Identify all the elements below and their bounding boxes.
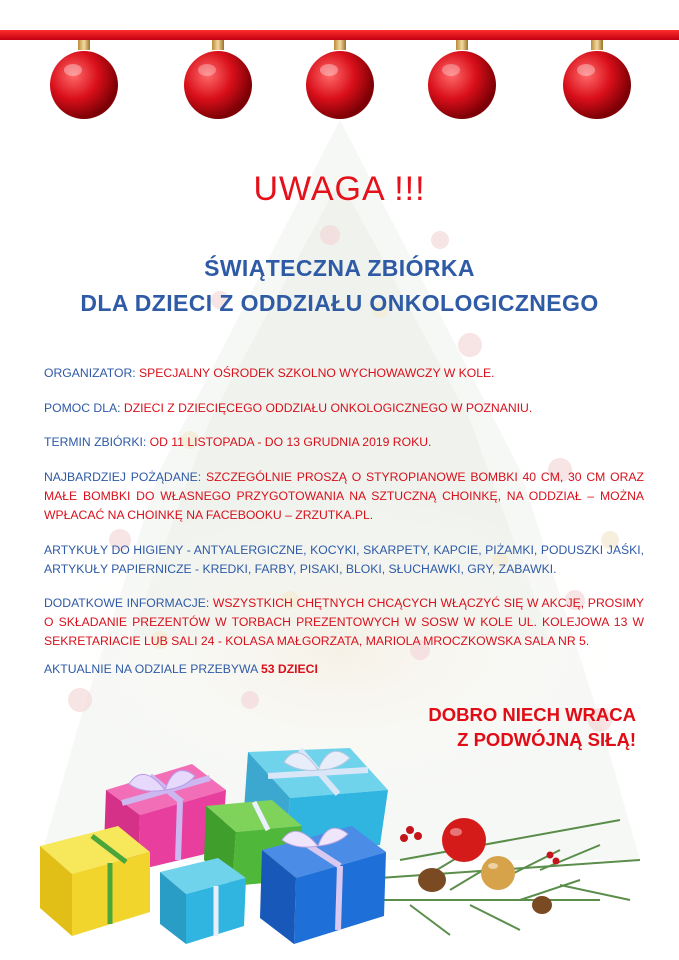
alert-heading: UWAGA !!! xyxy=(253,170,426,208)
wanted-label: NAJBARDZIEJ POŻĄDANE: xyxy=(44,470,202,484)
gift-box-icon xyxy=(40,826,150,936)
organizer-line xyxy=(44,364,644,383)
christmas-ornament-icon xyxy=(306,40,374,119)
christmas-ornament-icon xyxy=(428,40,496,119)
gift-box-icon xyxy=(160,858,246,944)
gifts-illustration xyxy=(0,720,679,960)
wanted-value: SZCZEGÓLNIE PROSZĄ O STYROPIANOWE BOMBKI 40 CM, 30 CM ORAZ MAŁE BOMBKI DO WŁASNEGO PRZYGOTOWANIA NA SZTUCZNĄ CHOINKĘ, NA ODDZIAŁ – MOŻNA WPŁACAĆ NA CHOINKĘ NA FACEBOOKU – ZRZUTKA.PL. xyxy=(44,470,644,522)
ornaments xyxy=(0,0,679,140)
term-label: TERMIN ZBIÓRKI: xyxy=(44,435,147,449)
additional-label: DODATKOWE INFORMACJE: xyxy=(44,596,210,610)
current-label: AKTUALNIE NA ODZIALE PRZEBYWA xyxy=(44,662,258,676)
current-value: 53 DZIECI xyxy=(260,662,318,676)
christmas-ornament-icon xyxy=(50,40,118,119)
term-line xyxy=(44,433,644,452)
additional-paragraph xyxy=(44,594,644,651)
page-subtitle: DLA DZIECI Z ODDZIAŁU ONKOLOGICZNEGO xyxy=(80,290,599,316)
help-for-value: DZIECI Z DZIECIĘCEGO ODDZIAŁU ONKOLOGICZNEGO W POZNANIU. xyxy=(123,401,533,415)
current-line xyxy=(44,660,644,679)
term-value: OD 11 LISTOPADA - DO 13 GRUDNIA 2019 ROKU. xyxy=(149,435,432,449)
help-for-line xyxy=(44,399,644,418)
slogan-line2: Z PODWÓJNĄ SIŁĄ! xyxy=(457,729,636,750)
organizer-label: ORGANIZATOR: xyxy=(44,366,136,380)
page-title: ŚWIĄTECZNA ZBIÓRKA xyxy=(204,255,475,281)
slogan-line1: DOBRO NIECH WRACA xyxy=(428,704,636,725)
christmas-ornament-icon xyxy=(442,818,486,862)
help-for-label: POMOC DLA: xyxy=(44,401,121,415)
pine-cone-icon xyxy=(532,896,552,914)
christmas-ornament-icon xyxy=(563,40,631,119)
items-paragraph: ARTYKUŁY DO HIGIENY - ANTYALERGICZNE, KOCYKI, SKARPETY, KAPCIE, PIŻAMKI, PODUSZKI JAŚKI, ARTYKUŁY PAPIERNICZE - KREDKI, FARBY, PISAKI, BLOKI, SŁUCHAWKI, GRY, ZABAWKI. xyxy=(44,543,644,576)
pine-cone-icon xyxy=(418,868,446,892)
additional-value: WSZYSTKICH CHĘTNYCH CHCĄCYCH WŁĄCZYĆ SIĘ W AKCJĘ, PROSIMY O SKŁADANIE PREZENTÓW W TORBACH PREZENTOWYCH W SOSW W KOLE UL. KOLEJOWA 13 W SEKRETARIACIE LUB SALI 24 - KOLASA MAŁGORZATA, MARIOLA MROCZKOWSKA SALA NR 5. xyxy=(44,596,645,648)
organizer-value: SPECJALNY OŚRODEK SZKOLNO WYCHOWAWCZY W KOLE. xyxy=(139,366,495,380)
wanted-paragraph xyxy=(44,468,644,525)
christmas-ornament-icon xyxy=(184,40,252,119)
gold-ornament-icon xyxy=(481,856,515,890)
